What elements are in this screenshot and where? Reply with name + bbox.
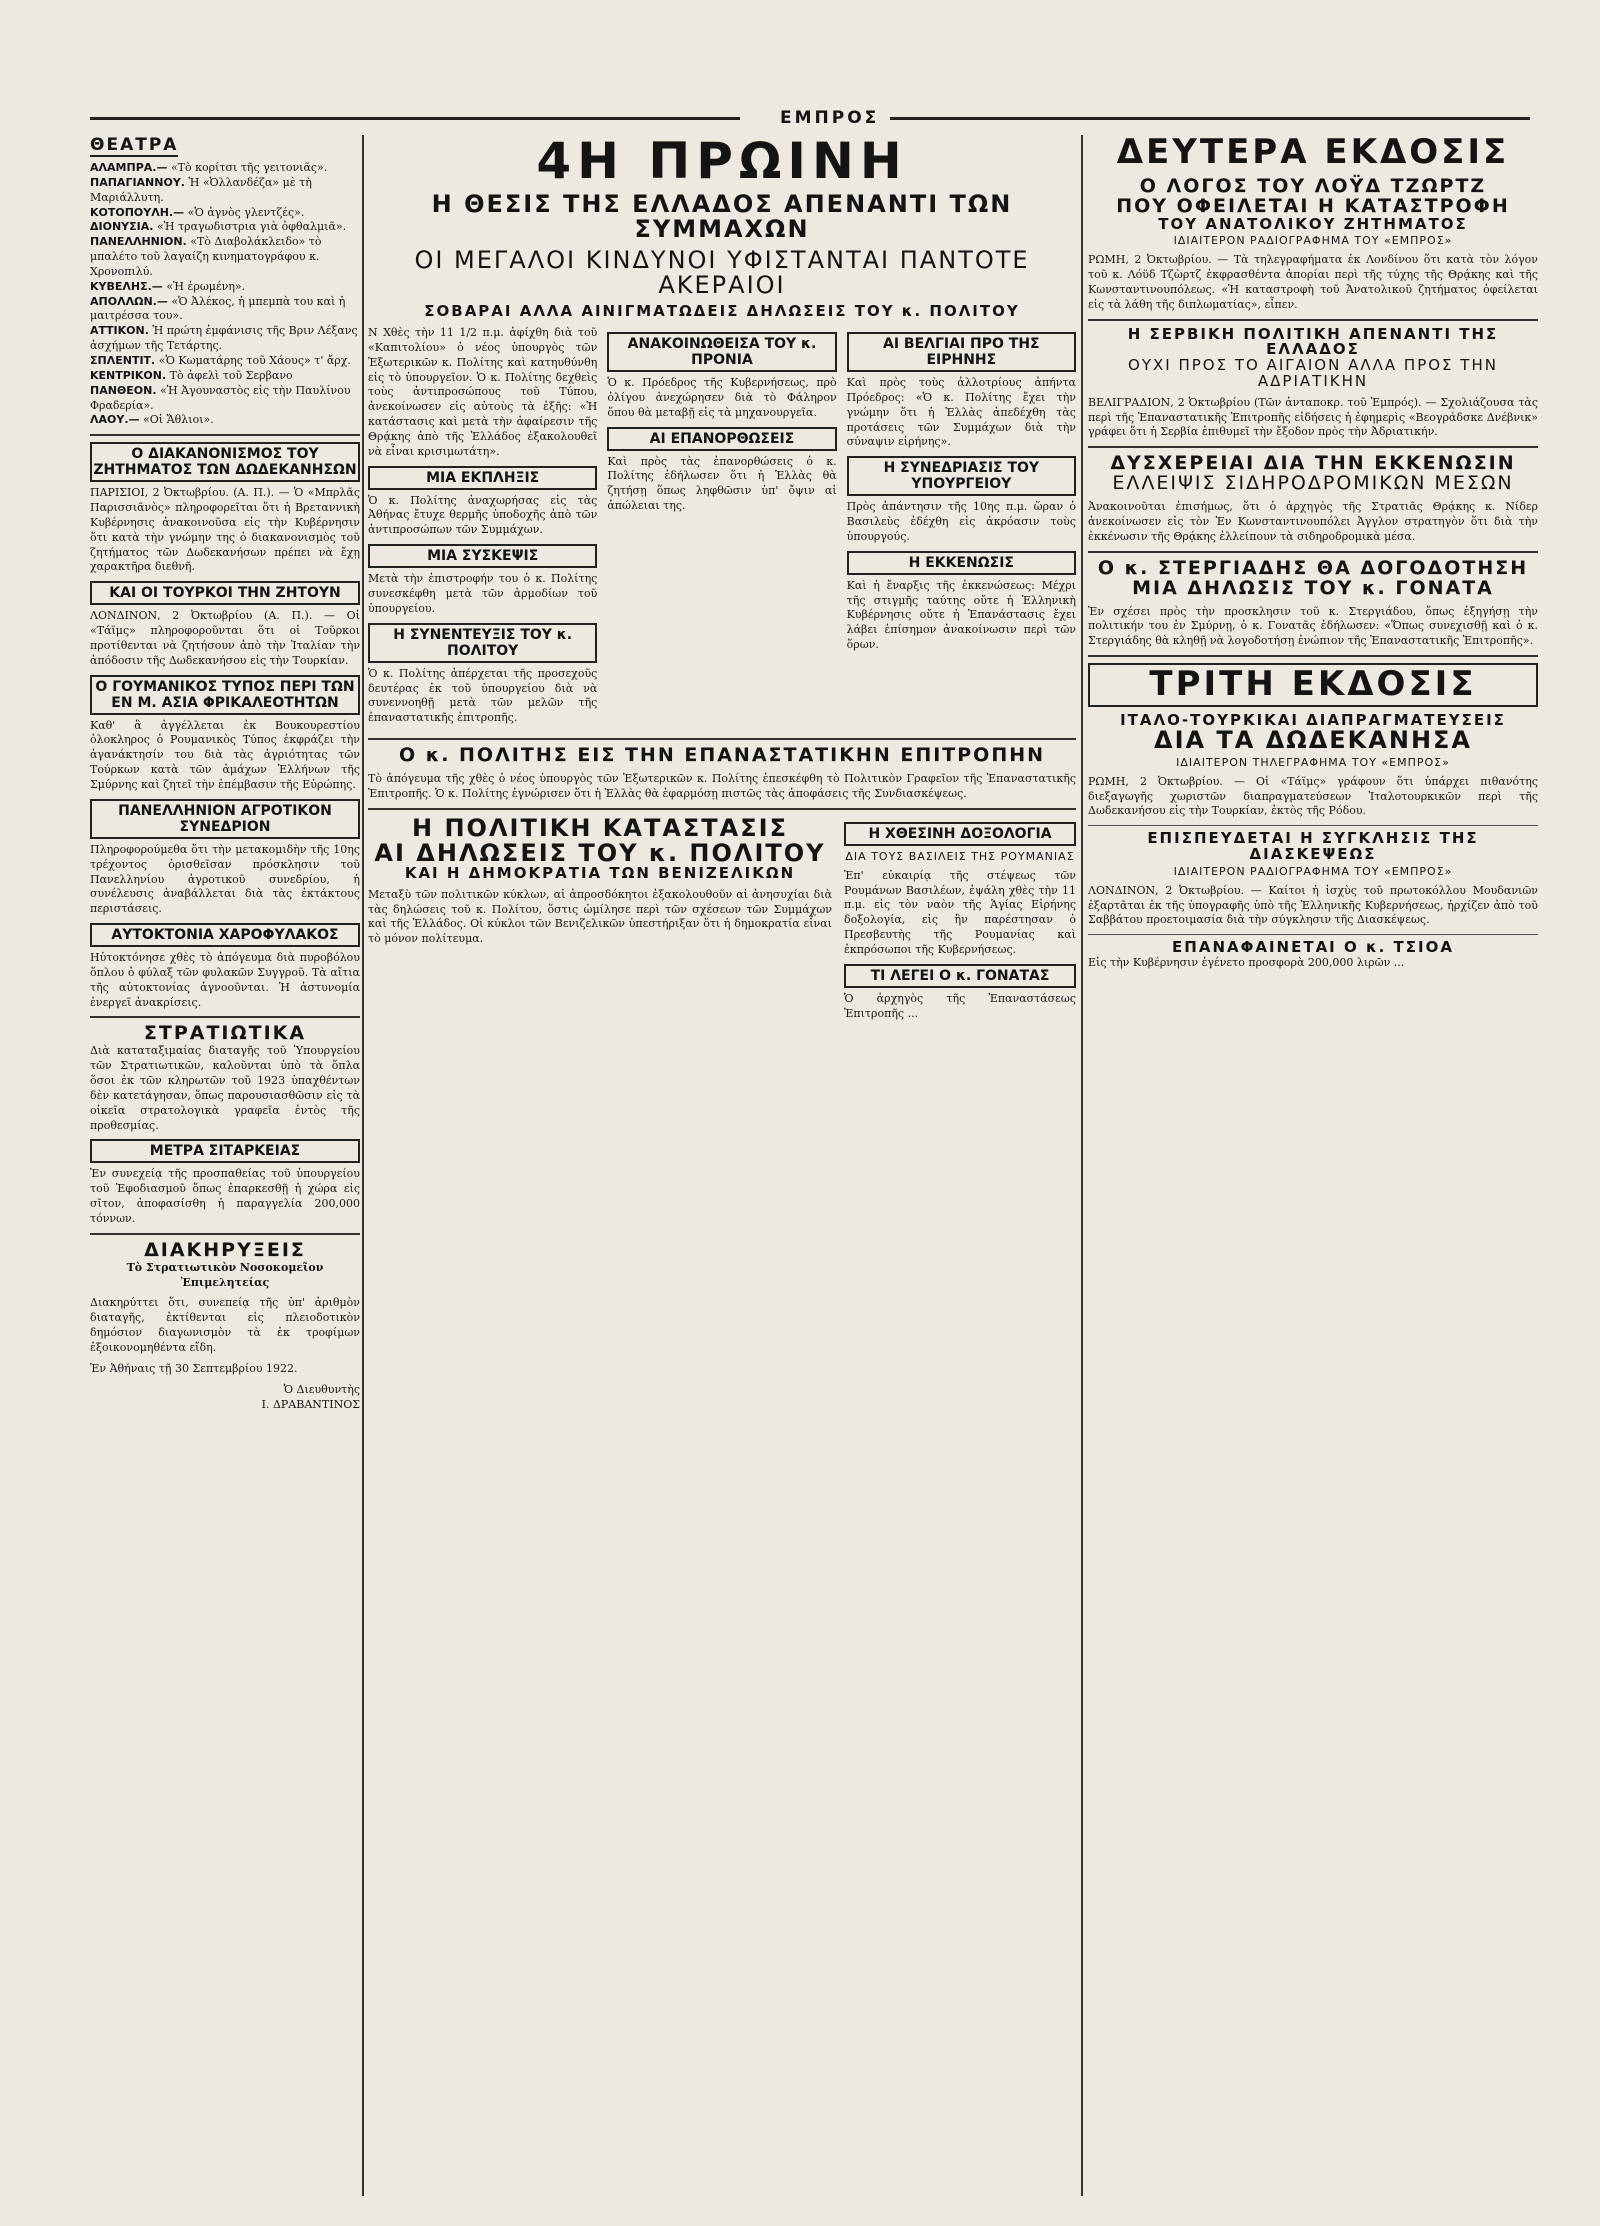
statements-headline: ΣΟΒΑΡΑΙ ΑΛΛΑ ΑΙΝΙΓΜΑΤΩΔΕΙΣ ΔΗΛΩΣΕΙΣ ΤΟΥ κ. ΠΟΛΙΤΟΥ — [424, 302, 1020, 321]
divider — [1088, 319, 1538, 321]
unenforced-heading: ΑΝΑΚΟΙΝΩΘΕΙΣΑ ΤΟΥ κ. ΠΡΟΝΙΑ — [607, 332, 836, 372]
notices-signature-title: Ὁ Διευθυντὴς — [283, 1382, 360, 1396]
evac-heading: Η ΕΚΚΕΝΩΣΙΣ — [847, 551, 1076, 575]
position-headline: Η ΘΕΣΙΣ ΤΗΣ ΕΛΛΑΔΟΣ ΑΠΕΝΑΝΤΙ ΤΩΝ ΣΥΜΜΑΧΩΝ — [431, 189, 1013, 243]
military-heading: ΣΤΡΑΤΙΩΤΙΚΑ — [143, 1022, 307, 1045]
suicide-heading: ΑΥΤΟΚΤΟΝΙΑ ΧΑΡΟΦΥΛΑΚΟΣ — [90, 923, 360, 947]
evac-text: Καὶ ἡ ἔναρξις τῆς ἐκκενώσεως: Μέχρι τῆς στιγμῆς ταύτης οὔτε ἡ Ἑλληνικὴ Κυβέρνησις οὔτε ἡ Ἐπανάστασις ἔχει λάβει ἐπίσημον ἀνακοίνωσιν περὶ τῶν ὅρων. — [846, 578, 1076, 652]
return-text: Εἰς τὴν Κυβέρνησιν ἐγένετο προσφορὰ 200,000 λιρῶν ... — [1088, 955, 1405, 969]
difficulty-headline: ΔΥΣΧΕΡΕΙΑΙ ΔΙΑ ΤΗΝ ΕΚΚΕΝΩΣΙΝ — [1110, 452, 1516, 475]
newspaper-name: ΕΜΠΡΟΣ — [780, 108, 880, 128]
politics-subheadline: ΑΙ ΔΗΛΩΣΕΙΣ ΤΟΥ κ. ΠΟΛΙΤΟΥ — [374, 838, 826, 867]
revolution-text: Τὸ ἀπόγευμα τῆς χθὲς ὁ νέος ὑπουργὸς τῶν Ἐξωτερικῶν κ. Πολίτης ἐπεσκέφθη τὸ Πολιτικὸν Γραφεῖον τῆς Ἐπαναστατικῆς Ἐπιτροπῆς. Ὁ κ. Πολίτης ἐγνώρισεν ὅτι ἡ Ἑλλὰς θὰ ἐφαρμόσῃ πιστῶς τὰς ἀποφάσεις τῆς Συνδιασκέψεως. — [368, 771, 1076, 800]
third-edition-box — [1088, 663, 1538, 707]
masthead-rule-right — [890, 117, 1530, 120]
thanks-subheading: ΔΙΑ ΤΟΥΣ ΒΑΣΙΛΕΙΣ ΤΗΣ ΡΟΥΜΑΝΙΑΣ — [845, 849, 1075, 863]
hope-text: Ὁ κ. Πολίτης ἀναχωρήσας εἰς τὰς Ἀθήνας ἔτυχε θερμῆς ὑποδοχῆς ἀπὸ τῶν ἀντιπροσώπων τῶν Συμμάχων. — [368, 493, 598, 537]
reception-text: Καὶ πρὸς τὰς ἐπανορθώσεις ὁ κ. Πολίτης ἐδήλωσεν ὅτι ἡ Ἑλλὰς θὰ ζητήσῃ ὅπως ληφθῶσιν ὑπ' ὄψιν αἱ ἀπώλειαι της. — [607, 454, 837, 513]
theatre-item: ΚΟΤΟΠΟΥΛΗ.— «Ὁ ἀγνὸς γλεντζές». — [90, 205, 305, 219]
divider — [1088, 934, 1538, 935]
theatre-item: ΑΠΟΛΛΩΝ.— «Ὁ Ἀλέκος, ἡ μπεμπὰ του καὶ ἡ μαιτρέσσα του». — [90, 294, 346, 323]
lead-columns — [368, 326, 1076, 732]
hope-heading: ΜΙΑ ΕΚΠΛΗΞΙΣ — [368, 466, 597, 490]
press-heading: Ο ΓΟΥΜΑΝΙΚΟΣ ΤΥΠΟΣ ΠΕΡΙ ΤΩΝ ΕΝ Μ. ΑΣΙΑ ΦΡΙΚΑΛΕΟΤΗΤΩΝ — [90, 675, 360, 715]
congress-heading: ΠΑΝΕΛΛΗΝΙΟΝ ΑΓΡΟΤΙΚΟΝ ΣΥΝΕΔΡΙΟΝ — [90, 799, 360, 839]
divider — [1088, 551, 1538, 553]
theatre-item: ΛΑΟΥ.— «Οἱ Ἄθλιοι». — [90, 413, 214, 427]
ministers-text: Πρὸς ἀπάντησιν τῆς 10ης π.μ. ὥραν ὁ Βασιλεὺς ἐδέχθη εἰς ἀκρόασιν τοὺς ὑπουργούς. — [846, 500, 1076, 543]
turks-heading: ΚΑΙ ΟΙ ΤΟΥΡΚΟΙ ΤΗΝ ΖΗΤΟΥΝ — [90, 581, 360, 605]
right-column — [1088, 135, 1538, 2196]
divider — [1088, 446, 1538, 448]
divider — [1088, 655, 1538, 657]
theatre-item: ΠΑΠΑΓΙΑΝΝΟΥ. Ἡ «Ὀλλανδέζα» μὲ τὴ Μαριάλλυτη. — [90, 175, 312, 204]
measures-text: Ἐν συνεχείᾳ τῆς προσπαθείας τοῦ ὑπουργείου τοῦ Ἐφοδιασμοῦ ὅπως ἐπαρκεσθῇ ἡ χώρα εἰς σῖτον, ἀποφασίσθη ἡ παραγγελία 200,000 τόννων. — [90, 1167, 360, 1225]
congress-text: Πληροφορούμεθα ὅτι τὴν μετακομιδὴν τῆς 10ης τρέχοντος ὀρισθεῖσαν πρόσκλησιν τοῦ Πανελληνίου ἀγροτικοῦ συνεδρίου, ἡ συνέλευσις ἀναβάλλεται διὰ τὰς ἐκτάκτους περιστάσεις. — [90, 842, 360, 916]
lead-text: Ν Χθὲς τὴν 11 1/2 π.μ. ἀφίχθη διὰ τοῦ «Καπιτολίου» ὁ νέος ὑπουργὸς τῶν Ἐξωτερικῶν κ. Πολίτης καὶ κατηυθύνθη εἰς τὸ ὑπουργεῖον. Ὁ κ. Πολίτης δεχθεὶς τοὺς ἀντιπροσώπους τοῦ Τύπου, ἀνεκοίνωσεν εἰς αὐτοὺς τὰ ἑξῆς: «Ἡ κατάστασις καὶ μετὰ τὴν ἀφαίρεσιν τῆς Θρᾴκης ἀπὸ τῆς Ἑλλάδος ἐξακολουθεῖ νὰ εἶναι κρισιμωτάτη». — [368, 326, 598, 458]
lloyd-subheadline: ΠΟΥ ΟΦΕΙΛΕΤΑΙ Η ΚΑΤΑΣΤΡΟΦΗ — [1116, 194, 1510, 217]
theatre-item: ΚΥΒΕΛΗΣ.— «Ἡ ἐρωμένη». — [90, 279, 246, 293]
politics-section — [368, 813, 1076, 1028]
theatre-item: ΚΕΝΤΡΙΚΟΝ. Τὸ ἀφελὶ τοῦ Σερβανο — [90, 368, 293, 382]
talks-heading: Η ΣΥΝΕΝΤΕΥΞΙΣ ΤΟΥ κ. ΠΟΛΙΤΟΥ — [368, 623, 597, 663]
return-headline: ΕΠΑΝΑΦΑΙΝΕΤΑΙ Ο κ. ΤΣΙΟΑ — [1172, 938, 1454, 957]
theatre-item: ΠΑΝΘΕΟΝ. «Ἡ Ἀγουναστὸς εἰς τὴν Παυλίνου Φραδερία». — [90, 383, 351, 412]
dangers-headline: ΟΙ ΜΕΓΑΛΟΙ ΚΙΝΔΥΝΟΙ ΥΦΙΣΤΑΝΤΑΙ ΠΑΝΤΟΤΕ ΑΚΕΡΑΙΟΙ — [414, 245, 1030, 300]
thanks-heading: Η ΧΘΕΣΙΝΗ ΔΟΞΟΛΟΓΙΑ — [844, 822, 1076, 846]
theatre-item: ΑΤΤΙΚΟΝ. Ἡ πρώτη ἐμφάνισις τῆς Βριν Λέξανς ἀσχήμων τῆς Τετάρτης. — [90, 324, 358, 353]
theatre-item: ΔΙΟΝΥΣΙΑ. «Ἡ τραγωδιστρια γιὰ ὀφθαλμιᾶ». — [90, 220, 347, 234]
italo-text: ΡΩΜΗ, 2 Ὀκτωβρίου. — Οἱ «Τάϊμς» γράφουν ὅτι ὑπάρχει πιθανότης διεξαγωγῆς χωριστῶν διαπραγματεύσεων Ἰταλοτουρκικῶν περὶ τῆς Δωδεκανήσου εἰς τὴν Τουρκίαν, ἐκτὸς τῆς Ρόδου. — [1088, 774, 1538, 818]
conference-headline: ΕΠΙΣΠΕΥΔΕΤΑΙ Η ΣΥΓΚΛΗΣΙΣ ΤΗΣ ΔΙΑΣΚΕΨΕΩΣ — [1147, 829, 1479, 863]
center-column — [368, 135, 1076, 2196]
politics-subheadline-2: ΚΑΙ Η ΔΗΜΟΚΡΑΤΙΑ ΤΩΝ ΒΕΝΙΖΕΛΙΚΩΝ — [404, 864, 796, 883]
serbia-headline: Η ΣΕΡΒΙΚΗ ΠΟΛΙΤΙΚΗ ΑΠΕΝΑΝΤΙ ΤΗΣ ΕΛΛΑΔΟΣ — [1127, 324, 1499, 359]
dodecanese-heading: Ο ΔΙΑΚΑΝΟΝΙΣΜΟΣ ΤΟΥ ΖΗΤΗΜΑΤΟΣ ΤΩΝ ΔΩΔΕΚΑΝΗΣΩΝ — [90, 442, 360, 482]
italo-cable: ΙΔΙΑΙΤΕΡΟΝ ΤΗΛΕΓΡΑΦΗΜΑ ΤΟΥ «ΕΜΠΡΟΣ» — [1176, 755, 1450, 769]
third-edition-title: ΤΡΙΤΗ ΕΚΔΟΣΙΣ — [1149, 664, 1477, 705]
gonatas-text: Ὁ ἀρχηγὸς τῆς Ἐπαναστάσεως Ἐπιτροπῆς ... — [844, 991, 1076, 1020]
meeting-text: Μετὰ τὴν ἐπιστροφήν του ὁ κ. Πολίτης συνεσκέφθη μετὰ τῶν ἀρμοδίων τοῦ ὑπουργείου. — [368, 572, 598, 615]
divider — [90, 434, 360, 436]
measures-heading: ΜΕΤΡΑ ΣΙΤΑΡΚΕΙΑΣ — [90, 1139, 360, 1163]
edition-title: 4Η ΠΡΩΙΝΗ — [536, 135, 908, 190]
stergiadis-subheadline: ΜΙΑ ΔΗΛΩΣΙΣ ΤΟΥ κ. ΓΟΝΑΤΑ — [1132, 576, 1494, 599]
suicide-text: Ηὐτοκτόνησε χθὲς τὸ ἀπόγευμα διὰ πυροβόλου ὅπλου ὁ φύλαξ τῶν φυλακῶν Συγγροῦ. Τὰ αἴτια τῆς αὐτοκτονίας ἀγνοοῦνται. Ἡ ἀστυνομία ἐνεργεῖ ἀνακρίσεις. — [90, 951, 360, 1009]
second-edition-title: ΔΕΥΤΕΡΑ ΕΚΔΟΣΙΣ — [1116, 135, 1510, 172]
theatre-item: ΠΑΝΕΛΛΗΝΙΟΝ. «Τὸ Διαβολάκλειδο» τὸ μπαλέτο τοῦ λαγαίζη κινηματογράφου κ. Χρονοπιλύ. — [90, 235, 322, 278]
military-text: Διὰ καταταξιμαίας διαταγῆς τοῦ Ὑπουργείου τῶν Στρατιωτικῶν, καλοῦνται ὑπὸ τὰ ὅπλα ὅσοι ἐκ τῶν κληρωτῶν τοῦ 1923 ὑπαχθέντων δὲν κατετάγησαν, ὅπως παρουσιασθῶσιν εἰς τὰ οἰκεῖα στρατολογικὰ γραφεῖα ἐντὸς τῆς προθεσμίας. — [90, 1044, 360, 1132]
theatre-item: ΣΠΛΕΝΤΙΤ. «Ὁ Κωματάρης τοῦ Χάους» τ' ἄρχ. — [90, 353, 351, 367]
italo-subheadline: ΔΙΑ ΤΑ ΔΩΔΕΚΑΝΗΣΑ — [1154, 726, 1472, 755]
masthead-rule-left — [90, 117, 740, 120]
talks-text: Ὁ κ. Πολίτης ἀπέρχεται τῆς προσεχοῦς δευτέρας ἐκ τοῦ ὑπουργείου διὰ νὰ συνεννοηθῇ μετὰ τῶν μελῶν τῆς ἐπαναστατικῆς ἐπιτροπῆς. — [368, 666, 598, 725]
politics-headline: Η ΠΟΛΙΤΙΚΗ ΚΑΤΑΣΤΑΣΙΣ — [412, 813, 788, 842]
gonatas-heading: ΤΙ ΛΕΓΕΙ Ο κ. ΓΟΝΑΤΑΣ — [844, 964, 1076, 988]
notices-text: Διακηρύττει ὅτι, συνεπείᾳ τῆς ὑπ' ἀριθμὸν διαταγῆς, ἐκτίθενται εἰς πλειοδοτικὸν δημόσιον διαγωνισμὸν τὰ ἐκ τροφίμων ἐξοικονομηθέντα εἴδη. — [90, 1296, 360, 1354]
turks-text: ΛΟΝΔΙΝΟΝ, 2 Ὀκτωβρίου (Α. Π.). — Οἱ «Τάϊμς» πληροφοροῦνται ὅτι οἱ Τοῦρκοι προτίθενται νὰ ζητήσουν ἀπὸ τὴν Ἰταλίαν τὴν ἀπόδοσιν τῆς Δωδεκανήσου εἰς τὴν Τουρκίαν. — [90, 609, 360, 667]
serbia-text: ΒΕΛΙΓΡΑΔΙΟΝ, 2 Ὀκτωβρίου (Τῶν ἀνταποκρ. τοῦ Ἐμπρός). — Σχολιάζουσα τὰς περὶ τῆς Ἐπαναστατικῆς Ἐπιτροπῆς εἰδήσεις ἡ ἐφημερὶς «Βεογράδσκε Δνέβνικ» γράφει ὅτι ἡ Σερβία ἐπιθυμεῖ τὴν ἔξοδον πρὸς τὴν Ἀδριατικήν. — [1088, 395, 1538, 439]
column-rule — [362, 135, 364, 2196]
divider — [90, 1016, 360, 1018]
left-column — [90, 135, 360, 2196]
divider — [368, 738, 1076, 740]
masthead — [90, 108, 1530, 128]
dodecanese-text: ΠΑΡΙΣΙΟΙ, 2 Ὀκτωβρίου. (Α. Π.). — Ὁ «Μπρλᾶς Παρισσιᾶνὸς» πληροφορεῖται ὅτι ἡ Βρεταννικὴ Κυβέρνησις ἀνακοινοῦσα εἰς τὴν Κυβέρνησιν ὅτι κατὰ τὴν γνώμην της ὁ διακανονισμὸς τοῦ ζητήματος τῶν Δωδεκανήσων πρέπει νὰ ἔχῃ χαρακτῆρα διεθνῆ. — [90, 486, 360, 574]
divider — [368, 808, 1076, 810]
lloyd-headline: Ο ΛΟΓΟΣ ΤΟΥ ΛΟΫΔ ΤΖΩΡΤΖ — [1139, 174, 1487, 197]
conference-cable: ΙΔΙΑΙΤΕΡΟΝ ΡΑΔΙΟΓΡΑΦΗΜΑ ΤΟΥ «ΕΜΠΡΟΣ» — [1173, 864, 1453, 878]
notices-date: Ἐν Ἀθήναις τῇ 30 Σεπτεμβρίου 1922. — [90, 1361, 298, 1375]
meeting-heading: ΜΙΑ ΣΥΣΚΕΨΙΣ — [368, 544, 597, 568]
column-rule — [1081, 135, 1083, 2196]
unenforced-text: Ὁ κ. Πρόεδρος τῆς Κυβερνήσεως, πρὸ ὀλίγου ἀνεχώρησεν διὰ τὸ Φάληρον ὅπου θὰ μεταβῇ εἰς τὰ μηχανουργεῖα. — [607, 376, 837, 419]
notices-heading: ΔΙΑΚΗΡΥΞΕΙΣ — [144, 1238, 306, 1261]
difficulty-text: Ἀνακοινοῦται ἐπισήμως, ὅτι ὁ ἀρχηγὸς τῆς Στρατιᾶς Θρᾴκης κ. Νίδερ ἀνεκοίνωσεν εἰς τὸν Ἐν Κωνσταντινουπόλει Ἀγγλον στρατηγὸν ὅτι διὰ τὴν ἐκκένωσιν τῆς Θρᾴκης ἐλλείπουν τὰ σιδηροδρομικὰ μέσα. — [1088, 500, 1538, 543]
peace-heading: ΑΙ ΒΕΛΓΙΑΙ ΠΡΟ ΤΗΣ ΕΙΡΗΝΗΣ — [847, 332, 1076, 372]
stergiadis-text: Ἐν σχέσει πρὸς τὴν προσκλησιν τοῦ κ. Στεργιάδου, ὅπως ἐξηγήσῃ τὴν πολιτικήν του ἐν Σμύρνῃ, ὁ κ. Γονατᾶς ἐδήλωσεν: «Ὅπως συνεχισθῇ καὶ ὁ κ. Στεργιάδης θὰ κληθῇ νὰ λογοδοτήσῃ ἐνώπιον τῆς Ἐπαναστατικῆς Ἐπιτροπῆς». — [1088, 604, 1538, 648]
lloyd-cable: ΙΔΙΑΙΤΕΡΟΝ ΡΑΔΙΟΓΡΑΦΗΜΑ ΤΟΥ «ΕΜΠΡΟΣ» — [1173, 234, 1453, 248]
italo-headline: ΙΤΑΛΟ-ΤΟΥΡΚΙΚΑΙ ΔΙΑΠΡΑΓΜΑΤΕΥΣΕΙΣ — [1120, 710, 1506, 729]
press-text: Καθ' ἃ ἀγγέλλεται ἐκ Βουκουρεστίου ὁλοκληρος ὁ Ρουμανικὸς Τύπος ἐκφράζει τὴν ἀγανάκτησίν του διὰ τὰς ἀγριότητας τῶν Τούρκων κατὰ τῶν ἀμάχων Ἑλλήνων τῆς Σμύρνης καὶ ζητεῖ τὴν ἐπέμβασιν τῆς Εὐρώπης. — [90, 718, 360, 791]
conference-text: ΛΟΝΔΙΝΟΝ, 2 Ὀκτωβρίου. — Καίτοι ἡ ἰσχὺς τοῦ πρωτοκόλλου Μουδανιῶν ἐξαρτᾶται ἐκ τῆς ὑπογραφῆς ὑπὸ τῆς Ἑλληνικῆς Κυβερνήσεως, ἠρχίζεν ἀπὸ τοῦ Σαββάτου προετοιμασία διὰ τὴν σύγκλησιν τῆς Διασκέψεως. — [1088, 883, 1538, 927]
theatre-item: ΑΛΑΜΠΡΑ.— «Τὸ κορίτσι τῆς γειτονιᾶς». — [90, 161, 328, 174]
reception-heading: ΑΙ ΕΠΑΝΟΡΘΩΣΕΙΣ — [607, 427, 836, 451]
politics-text: Μεταξὺ τῶν πολιτικῶν κύκλων, αἱ ἀπροσδόκητοι ἐξακολουθοῦν αἱ ἀνησυχίαι διὰ τὰς δηλώσεις τοῦ κ. Πολίτου, ὅστις ὡμίλησε περὶ τῶν σχέσεων τῶν Συμμάχων καὶ τῆς Ἑλλάδος. Οἱ κύκλοι τῶν Βενιζελικῶν ὑπεστήριξαν ὅτι ἡ δημοκρατία εἶναι τὸ μόνον πολίτευμα. — [368, 887, 832, 946]
notices-signature-name: Ι. ΔΡΑΒΑΝΤΙΝΟΣ — [261, 1397, 360, 1411]
lloyd-subheadline-2: ΤΟΥ ΑΝΑΤΟΛΙΚΟΥ ΖΗΤΗΜΑΤΟΣ — [1158, 214, 1468, 233]
ministers-heading: Η ΣΥΝΕΔΡΙΑΣΙΣ ΤΟΥ ΥΠΟΥΡΓΕΙΟΥ — [847, 456, 1076, 496]
peace-text: Καὶ πρὸς τοὺς ἀλλοτρίους ἀπήντα Πρόεδρος: «Ὁ κ. Πολίτης ἔχει τὴν γνώμην ὅτι ἡ Ἑλλὰς ἀπεδέχθη τὰς προτάσεις τῶν Συμμάχων διὰ τὴν σύναψιν εἰρήνης». — [846, 376, 1076, 449]
difficulty-subheadline: ΕΛΛΕΙΨΙΣ ΣΙΔΗΡΟΔΡΟΜΙΚΩΝ ΜΕΣΩΝ — [1112, 472, 1514, 495]
notices-subheading: Τὸ Στρατιωτικὸν Νοσοκομεῖον Ἐπιμελητείας — [126, 1260, 324, 1289]
revolution-headline: Ο κ. ΠΟΛΙΤΗΣ ΕΙΣ ΤΗΝ ΕΠΑΝΑΣΤΑΤΙΚΗΝ ΕΠΙΤΡΟΠΗΝ — [398, 744, 1046, 767]
serbia-subheadline: ΟΥΧΙ ΠΡΟΣ ΤΟ ΑΙΓΑΙΟΝ ΑΛΛΑ ΠΡΟΣ ΤΗΝ ΑΔΡΙΑΤΙΚΗΝ — [1128, 356, 1498, 390]
theatres-list — [90, 161, 360, 428]
thanks-text: Ἐπ' εὐκαιρίᾳ τῆς στέψεως τῶν Ρουμάνων Βασιλέων, ἐψάλη χθὲς τὴν 11 π.μ. εἰς τὸν ναὸν τῆς Ἁγίας Εἰρήνης δοξολογία, εἰς ἣν παρέστησαν ὁ Πρεσβευτὴς τῆς Ρουμανίας καὶ ἐκπρόσωποι τῆς Κυβερνήσεως. — [844, 868, 1076, 956]
divider — [90, 1233, 360, 1235]
theatres-heading: ΘΕΑΤΡΑ — [90, 135, 179, 155]
stergiadis-headline: Ο κ. ΣΤΕΡΓΙΑΔΗΣ ΘΑ ΔΟΓΟΔΟΤΗΣΗ — [1097, 556, 1529, 579]
lloyd-text: ΡΩΜΗ, 2 Ὀκτωβρίου. — Τὰ τηλεγραφήματα ἐκ Λονδίνου ὅτι κατὰ τὸν λόγον τοῦ κ. Λόϋδ Τζὼρτζ ἐκφρασθέντα ἀπορίαι περὶ τῆς τύχης τῆς Θρᾴκης καὶ τῆς Κωνσταντινουπόλεως. «Ἡ καταστροφὴ τοῦ Ἀνατολικοῦ ζητήματος ὀφείλεται εἰς τὰ λάθη τῆς διπλωματίας», εἶπεν. — [1088, 253, 1538, 311]
divider — [1088, 825, 1538, 826]
